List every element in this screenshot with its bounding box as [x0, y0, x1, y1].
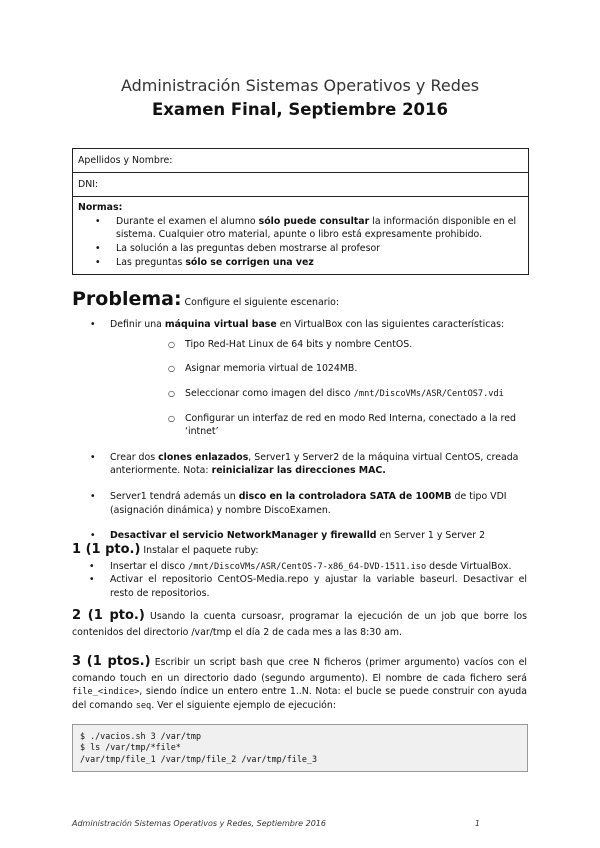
- document-title: Administración Sistemas Operativos y Redes: [120, 76, 480, 95]
- name-field: [73, 149, 528, 173]
- problem-intro: Configure el siguiente escenario:: [181, 297, 340, 308]
- document-subtitle: Examen Final, Septiembre 2016: [151, 100, 449, 119]
- question-3-heading: 3 (1 ptos.): [72, 654, 151, 669]
- problem-heading: [72, 286, 532, 314]
- problem-sublist: [110, 338, 527, 439]
- dni-label: DNI:: [78, 178, 99, 190]
- problem-list: [72, 318, 527, 555]
- code-line: /var/tmp/file_1 /var/tmp/file_2 /var/tmp/file_3: [80, 753, 317, 764]
- question-1-item: • Activar el repositorio CentOS-Media.repo y ajustar la variable baseurl. Desactivar el resto de repositorios.: [72, 573, 527, 600]
- rules-list: [78, 215, 523, 270]
- problem-subitem: ○ Asignar memoria virtual de 1024MB.: [110, 362, 527, 376]
- problem-title: Problema:: [72, 288, 182, 310]
- question-1: 1 (1 pto.) Instalar el paquete ruby: • Insertar el disco /mnt/DiscoVMs/ASR/CentOS-7-x86_64-DVD-1511.iso desde VirtualBox. • Activar el repositorio CentOS-Media.repo y ajustar la variable baseurl. Desactivar el resto de repositorios.: [72, 541, 527, 601]
- code-example: [72, 724, 528, 772]
- rule-item: • La solución a las preguntas deben mostrarse al profesor: [78, 242, 523, 256]
- problem-subitem: ○ Tipo Red-Hat Linux de 64 bits y nombre CentOS.: [110, 338, 527, 352]
- rule-item: • Durante el examen el alumno sólo puede consultar la información disponible en el sistema. Cualquier otro material, apunte o libro está expresamente prohibido.: [78, 215, 523, 242]
- iso-path: /mnt/DiscoVMs/ASR/CentOS-7-x86_64-DVD-1511.iso: [188, 561, 427, 572]
- question-1-item: • Insertar el disco /mnt/DiscoVMs/ASR/CentOS-7-x86_64-DVD-1511.iso desde VirtualBox.: [72, 560, 527, 574]
- student-info-box: [72, 148, 529, 275]
- page-footer: [72, 818, 480, 830]
- question-2: 2 (1 pto.) Usando la cuenta cursoasr, programar la ejecución de un job que borre los contenidos del directorio /var/tmp el día 2 de cada mes a las 8:30 am.: [72, 608, 527, 638]
- problem-subitem: ○ Seleccionar como imagen del disco /mnt/DiscoVMs/ASR/CentOS7.vdi: [110, 387, 527, 401]
- problem-item: • Server1 tendrá además un disco en la controladora SATA de 100MB de tipo VDI (asignación dinámica) y nombre DiscoExamen.: [72, 490, 527, 517]
- page-number: 1: [474, 819, 480, 828]
- rules-title: Normas:: [78, 202, 123, 213]
- problem-item: • Definir una máquina virtual base en VirtualBox con las siguientes características: ○ Tipo Red-Hat Linux de 64 bits y nombre CentOS. ○ Asignar memoria virtual de 1024MB. ○ Seleccionar como imagen del disco /mnt/DiscoVMs/ASR/CentOS7.vdi ○ Configurar un interfaz de red en modo Red Interna, conectado a la red ‘intnet’: [72, 318, 527, 439]
- problem-subitem: ○ Configurar un interfaz de red en modo Red Interna, conectado a la red ‘intnet’: [110, 412, 527, 439]
- problem-item: • Crear dos clones enlazados, Server1 y Server2 de la máquina virtual CentOS, creada anteriormente. Nota: reinicializar las direcciones MAC.: [72, 451, 527, 478]
- name-label: Apellidos y Nombre:: [78, 154, 173, 166]
- disk-path: /mnt/DiscoVMs/ASR/CentOS7.vdi: [353, 388, 504, 399]
- rules-section: [73, 197, 528, 274]
- code-line: $ ./vacios.sh 3 /var/tmp: [80, 731, 202, 741]
- question-2-heading: 2 (1 pto.): [72, 608, 145, 623]
- question-3: 3 (1 ptos.) Escribir un script bash que cree N ficheros (primer argumento) vacíos con el comando touch en un directorio dado (segundo argumento). El nombre de cada fichero será file_<indice>, siendo índice un entero entre 1..N. Nota: el bucle se puede construir con ayuda del comando seq. Ver el siguiente ejemplo de ejecución:: [72, 654, 528, 712]
- problem-item: • Desactivar el servicio NetworkManager y firewalld en Server 1 y Server 2: [72, 529, 527, 543]
- code-line: $ ls /var/tmp/*file*: [80, 742, 181, 753]
- footer-text: Administración Sistemas Operativos y Redes, Septiembre 2016: [72, 819, 326, 828]
- question-1-heading: 1 (1 pto.): [72, 542, 141, 557]
- rule-item: • Las preguntas sólo se corrigen una vez: [78, 256, 523, 270]
- question-1-list: [72, 560, 527, 601]
- dni-field: [73, 173, 528, 197]
